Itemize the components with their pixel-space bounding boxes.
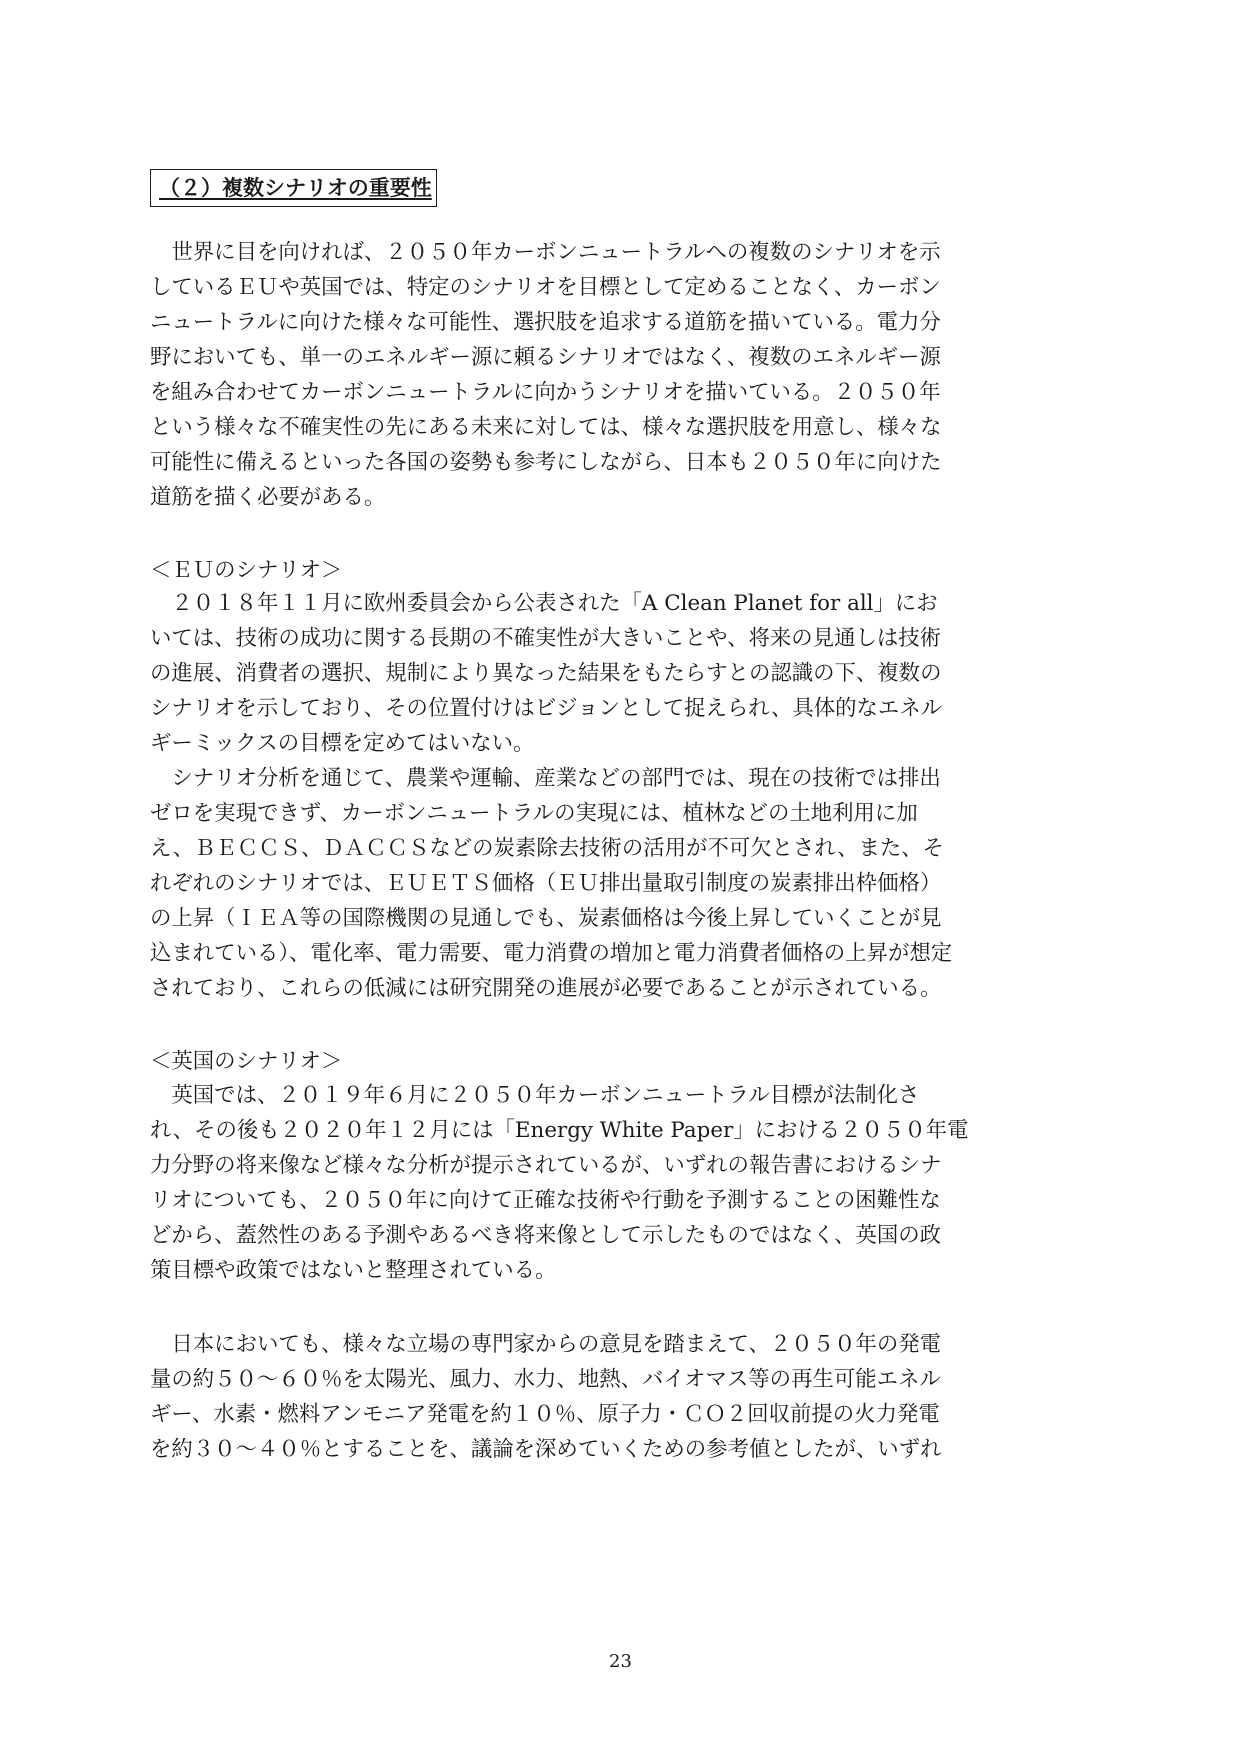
text-line: ゼロを実現できず、カーボンニュートラルの実現には、植林などの土地利用に加 (150, 801, 918, 826)
text-line: いては、技術の成功に関する長期の不確実性が大きいことや、将来の見通しは技術 (150, 626, 942, 651)
text-line: 日本においても、様々な立場の専門家からの意見を踏まえて、２０５０年の発電 (150, 1332, 942, 1357)
text-line: ２０１８年１１月に欧州委員会から公表された「A Clean Planet for all」にお (150, 591, 938, 616)
text-line: の進展、消費者の選択、規制により異なった結果をもたらすとの認識の下、複数の (150, 661, 942, 686)
text-line: れぞれのシナリオでは、ＥＵＥＴＳ価格（ＥＵ排出量取引制度の炭素排出枠価格） (150, 871, 942, 896)
text-line: ギーミックスの目標を定めてはいない。 (150, 731, 535, 756)
text-line: 世界に目を向ければ、２０５０年カーボンニュートラルへの複数のシナリオを示 (150, 240, 941, 265)
text-line: の上昇（ＩＥＡ等の国際機関の見通しでも、炭素価格は今後上昇していくことが見 (150, 906, 942, 931)
text-line: を組み合わせてカーボンニュートラルに向かうシナリオを描いている。２０５０年 (150, 380, 941, 405)
text-line: という様々な不確実性の先にある未来に対しては、様々な選択肢を用意し、様々な (150, 415, 942, 440)
text-line: シナリオ分析を通じて、農業や運輸、産業などの部門では、現在の技術では排出 (150, 766, 941, 791)
text-line: ＜英国のシナリオ＞ (150, 1049, 343, 1074)
text-line: 策目標や政策ではないと整理されている。 (150, 1258, 557, 1283)
text-line: 可能性に備えるといった各国の姿勢も参考にしながら、日本も２０５０年に向けた (150, 450, 942, 475)
section-heading-text: （２）複数シナリオの重要性 (159, 176, 432, 200)
text-line: 込まれている）、電化率、電力需要、電力消費の増加と電力消費者価格の上昇が想定 (150, 941, 953, 966)
text-line: 道筋を描く必要がある。 (150, 485, 386, 510)
page-number: 23 (609, 1651, 632, 1672)
text-line: を約３０～４０％とすることを、議論を深めていくための参考値としたが、いずれ (150, 1437, 942, 1462)
text-line: 野においても、単一のエネルギー源に頼るシナリオではなく、複数のエネルギー源 (150, 345, 941, 370)
section-heading (150, 169, 437, 207)
text-line: え、ＢＥＣＣＳ、ＤＡＣＣＳなどの炭素除去技術の活用が不可欠とされ、また、そ (150, 836, 945, 861)
text-line: 英国では、２０１９年６月に２０５０年カーボンニュートラル目標が法制化さ (150, 1083, 920, 1108)
text-line: ニュートラルに向けた様々な可能性、選択肢を追求する道筋を描いている。電力分 (150, 310, 941, 335)
text-line: ギー、水素・燃料アンモニア発電を約１０％、原子力・ＣＯ２回収前提の火力発電 (150, 1402, 940, 1427)
text-line: れ、その後も２０２０年１２月には「Energy White Paper」における２０５０年電 (150, 1118, 969, 1143)
text-line: リオについても、２０５０年に向けて正確な技術や行動を予測することの困難性な (150, 1188, 941, 1213)
text-line: どから、蓋然性のある予測やあるべき将来像として示したものではなく、英国の政 (150, 1223, 942, 1248)
text-line: ＜ＥＵのシナリオ＞ (150, 558, 343, 583)
text-line: しているＥＵや英国では、特定のシナリオを目標として定めることなく、カーボン (150, 275, 941, 300)
text-line: シナリオを示しており、その位置付けはビジョンとして捉えられ、具体的なエネル (150, 696, 943, 721)
text-line: 力分野の将来像など様々な分析が提示されているが、いずれの報告書におけるシナ (150, 1153, 942, 1178)
text-line: されており、これらの低減には研究開発の進展が必要であることが示されている。 (150, 976, 942, 1001)
text-line: 量の約５０～６０％を太陽光、風力、水力、地熱、バイオマス等の再生可能エネル (150, 1367, 941, 1392)
